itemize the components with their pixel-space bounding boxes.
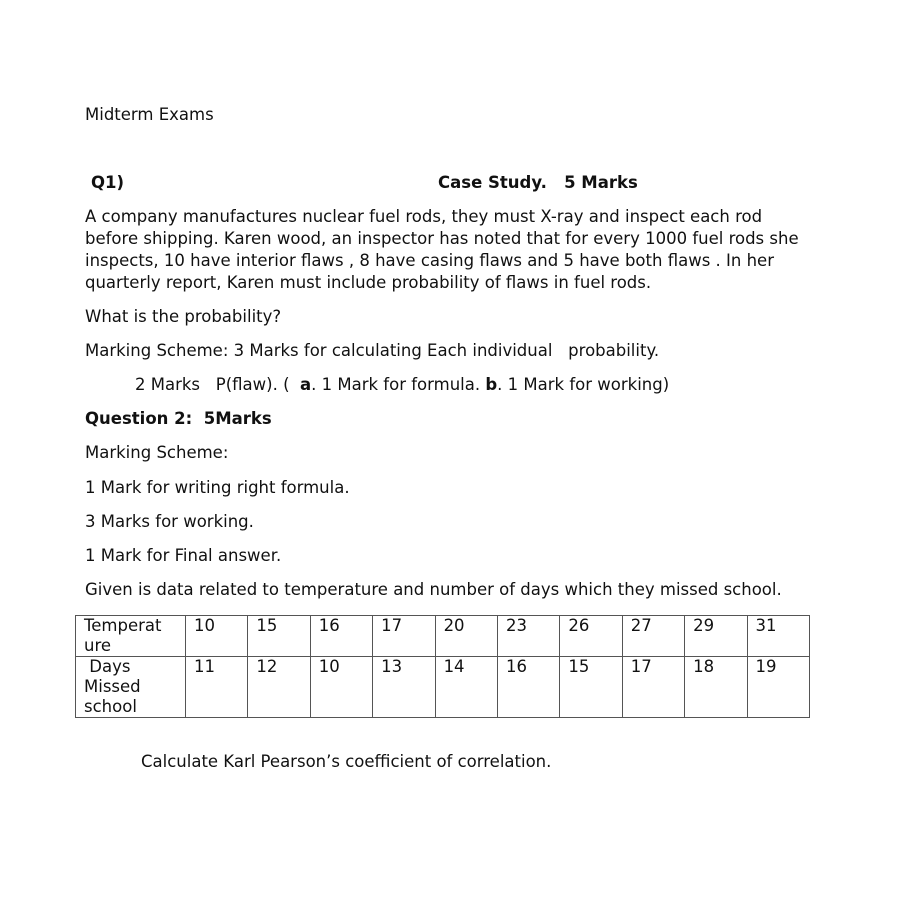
- table-row-days-missed: [76, 657, 810, 718]
- table-cell: 13: [373, 657, 435, 718]
- scheme2-b: b: [485, 375, 498, 394]
- q1-heading: Case Study. 5 Marks: [438, 173, 638, 192]
- table-row-temperature: [76, 616, 810, 657]
- table-cell: 29: [685, 616, 747, 657]
- table-cell: 31: [747, 616, 809, 657]
- document-title: Midterm Exams: [85, 105, 214, 124]
- scheme2-a: a: [300, 375, 312, 394]
- table-cell: 16: [497, 657, 559, 718]
- table-cell: 23: [497, 616, 559, 657]
- table-cell: 11: [186, 657, 248, 718]
- q2-given-text: Given is data related to temperature and number of days which they missed school.: [85, 580, 782, 599]
- table-cell: 17: [373, 616, 435, 657]
- table-cell: 26: [560, 616, 622, 657]
- q2-scheme-item: 3 Marks for working.: [85, 512, 254, 531]
- q1-label: Q1): [91, 173, 125, 192]
- table-cell: 15: [248, 616, 310, 657]
- table-cell: 17: [622, 657, 684, 718]
- table-cell: 10: [186, 616, 248, 657]
- q2-heading: Question 2: 5Marks: [85, 409, 272, 428]
- q2-scheme-item: 1 Mark for Final answer.: [85, 546, 282, 565]
- scheme2-prefix: 2 Marks P(flaw). (: [135, 375, 300, 394]
- data-table: [75, 615, 810, 718]
- table-cell: 15: [560, 657, 622, 718]
- table-row-header: Temperat ure: [76, 616, 186, 657]
- scheme2-suffix: . 1 Mark for working): [497, 375, 670, 394]
- table-cell: 16: [310, 616, 372, 657]
- q1-question: What is the probability?: [85, 307, 282, 326]
- q1-body-text: A company manufactures nuclear fuel rods, they must X-ray and inspect each rod before shipping. Karen wood, an inspector has noted that for every 1000 fuel rods she inspects, 10 have interior flaws , 8 have casing flaws and 5 have both flaws . In her quarterly report, Karen must include probability of flaws in fuel rods.: [85, 207, 799, 292]
- table-cell: 19: [747, 657, 809, 718]
- table-row-header: Days Missed school: [76, 657, 186, 718]
- table-cell: 10: [310, 657, 372, 718]
- q2-instruction: Calculate Karl Pearson’s coefficient of correlation.: [141, 752, 552, 771]
- q1-marking-scheme-detail: [135, 374, 669, 396]
- table-cell: 20: [435, 616, 497, 657]
- table-cell: 27: [622, 616, 684, 657]
- q1-marking-scheme: Marking Scheme: 3 Marks for calculating Each individual probability.: [85, 341, 660, 360]
- q2-scheme-item: 1 Mark for writing right formula.: [85, 478, 350, 497]
- q2-marking-scheme-label: Marking Scheme:: [85, 443, 229, 462]
- table-cell: 18: [685, 657, 747, 718]
- table-cell: 12: [248, 657, 310, 718]
- scheme2-mid: . 1 Mark for formula.: [311, 375, 486, 394]
- table-cell: 14: [435, 657, 497, 718]
